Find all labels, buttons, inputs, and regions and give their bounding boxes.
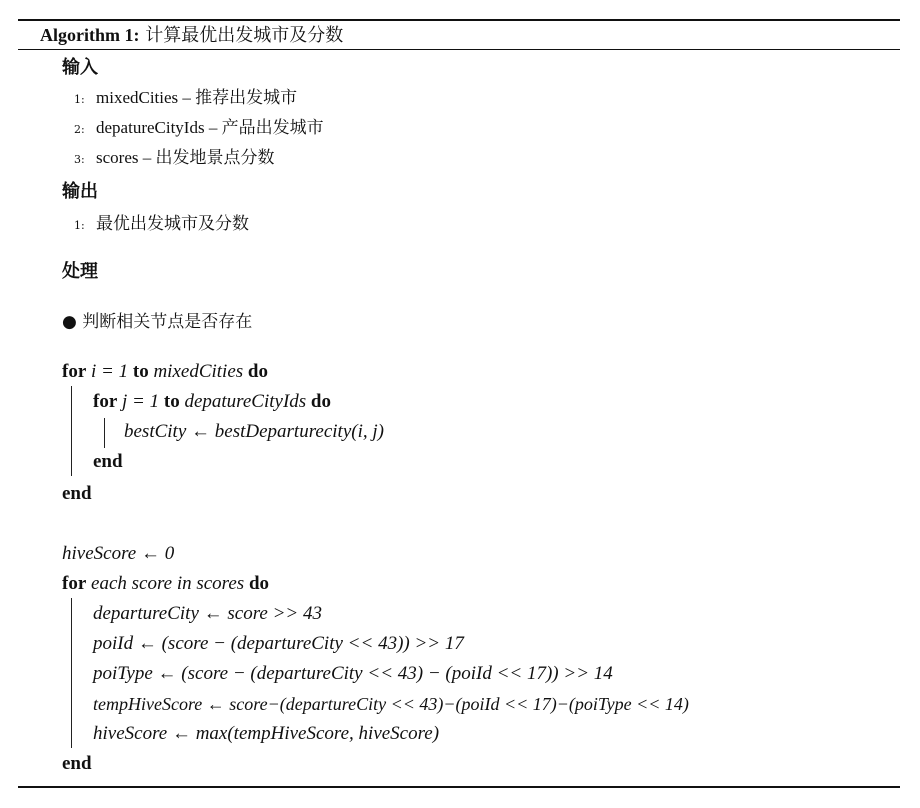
algorithm-label: Algorithm 1: xyxy=(40,25,140,45)
statement-hivescore-max: hiveScore ← max(tempHiveScore, hiveScore) xyxy=(93,723,440,744)
loop-init: i = 1 xyxy=(91,361,129,382)
input-item xyxy=(74,117,324,141)
keyword-end: end xyxy=(62,483,92,504)
code-line-hivescore-max xyxy=(93,723,439,745)
code-line-end-outer xyxy=(62,483,92,505)
code-line-for-i xyxy=(62,361,268,383)
input-item-text: depatureCityIds – 产品出发城市 xyxy=(96,118,324,137)
input-item xyxy=(74,147,274,171)
line-number: 1: xyxy=(74,93,85,106)
output-item xyxy=(74,213,249,237)
process-bullet xyxy=(62,311,252,333)
code-line-poitype xyxy=(93,663,613,685)
code-line-bestcity xyxy=(124,421,384,443)
code-line-temphivescore xyxy=(93,693,689,715)
line-number: 3: xyxy=(74,153,85,166)
line-number: 2: xyxy=(74,123,85,136)
output-heading: 输出 xyxy=(62,181,98,202)
output-item-text: 最优出发城市及分数 xyxy=(96,214,249,233)
statement-hivescore-init: hiveScore ← 0 xyxy=(62,543,175,564)
process-heading: 处理 xyxy=(62,261,98,282)
code-line-for-each xyxy=(62,573,269,595)
bottom-rule xyxy=(18,786,900,788)
input-heading: 输入 xyxy=(62,57,98,78)
statement-bestcity: bestCity ← bestDeparturecity(i, j) xyxy=(124,421,384,442)
line-number: 1: xyxy=(74,219,85,232)
algorithm-title: 计算最优出发城市及分数 xyxy=(145,25,344,46)
keyword-end: end xyxy=(62,753,92,774)
code-line-end-inner xyxy=(93,451,123,473)
input-item-text: scores – 出发地景点分数 xyxy=(96,148,275,167)
process-bullet-text: 判断相关节点是否存在 xyxy=(82,312,253,332)
keyword-do: do xyxy=(310,391,331,412)
code-line-poiid xyxy=(93,633,464,655)
code-line-hivescore-init xyxy=(62,543,174,565)
statement-departurecity: departureCity ← score >> 43 xyxy=(93,603,322,624)
statement-poiid: poiId ← (score − (departureCity << 43)) >> 17 xyxy=(93,633,464,654)
keyword-to: to xyxy=(163,391,180,412)
caption-rule xyxy=(18,49,900,50)
input-item xyxy=(74,87,297,111)
top-rule xyxy=(18,19,900,21)
code-line-for-j xyxy=(93,391,331,413)
code-line-departurecity xyxy=(93,603,322,625)
input-item-text: mixedCities – 推荐出发城市 xyxy=(96,88,298,107)
code-line-end-final xyxy=(62,753,92,775)
block-bar xyxy=(71,386,72,476)
loop-iterator: each score in scores xyxy=(91,573,245,594)
keyword-end: end xyxy=(93,451,123,472)
keyword-for: for xyxy=(62,573,87,594)
loop-bound: depatureCityIds xyxy=(184,391,307,412)
keyword-for: for xyxy=(62,361,87,382)
block-bar xyxy=(104,418,105,448)
bullet-icon: ● xyxy=(62,312,77,332)
algorithm-caption xyxy=(40,24,343,47)
keyword-to: to xyxy=(132,361,149,382)
block-bar xyxy=(71,598,72,748)
keyword-for: for xyxy=(93,391,118,412)
loop-init: j = 1 xyxy=(122,391,160,412)
keyword-do: do xyxy=(247,361,268,382)
loop-bound: mixedCities xyxy=(153,361,244,382)
statement-poitype: poiType ← (score − (departureCity << 43) − (poiId << 17)) >> 14 xyxy=(93,663,613,684)
statement-temphivescore: tempHiveScore ← score−(departureCity << 43)−(poiId << 17)−(poiType << 14) xyxy=(93,694,689,714)
keyword-do: do xyxy=(248,573,270,594)
